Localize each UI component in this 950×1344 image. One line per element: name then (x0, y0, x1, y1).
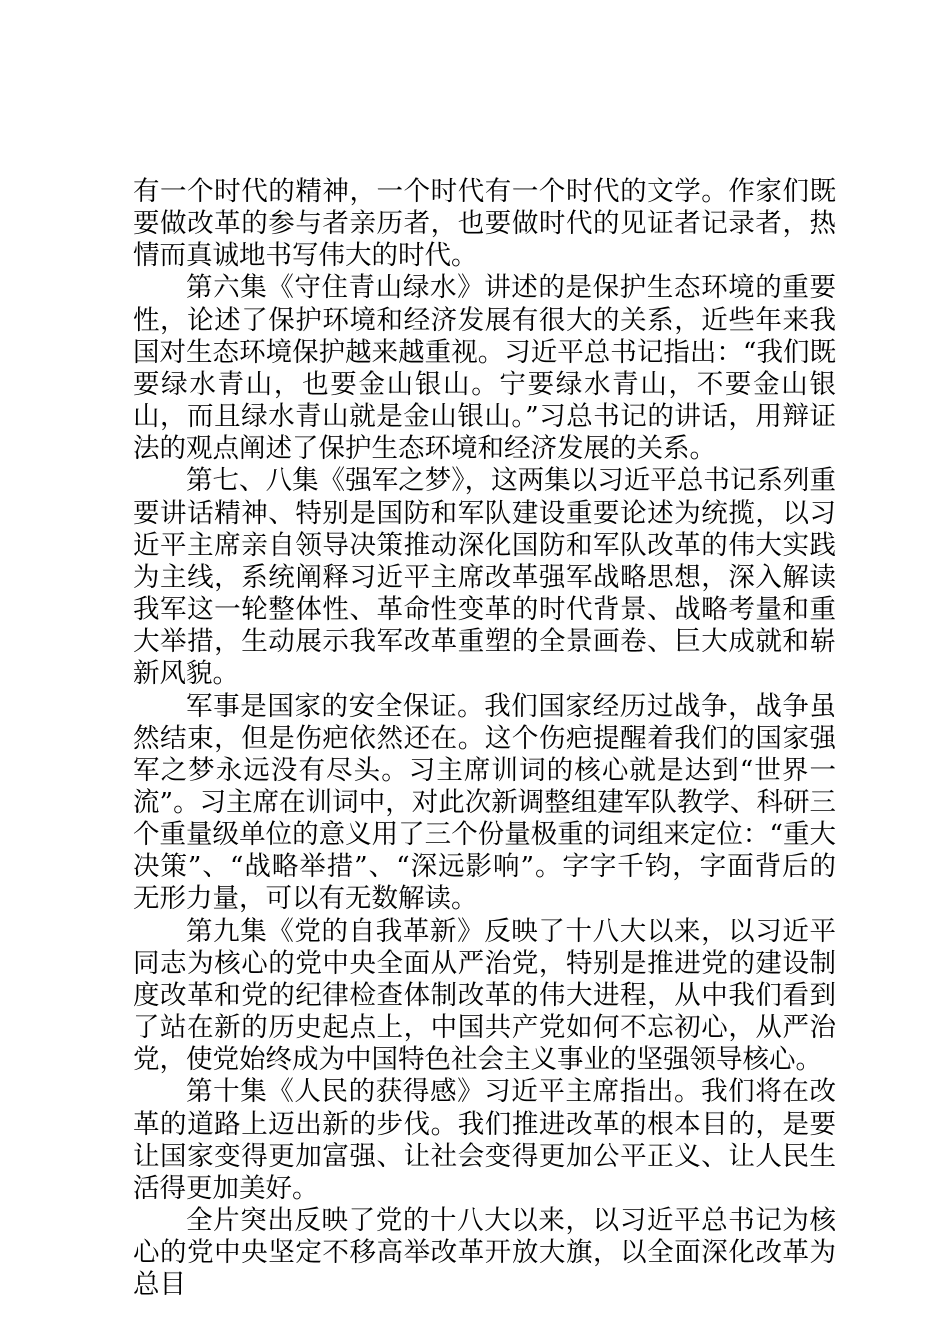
paragraph-military: 军事是国家的安全保证。我们国家经历过战争，战争虽然结束，但是伤疤依然还在。这个伤疤提醒着我们的国家强军之梦永远没有尽头。习主席训词的核心就是达到“世界一流”。习主席在训词中，对此次新调整组建军队教学、科研三个重量级单位的意义用了三个份量极重的词组来定位：“重大决策”、“战略举措”、“深远影响”。字字千钧，字面背后的无形力量，可以有无数解读。 (133, 690, 836, 915)
paragraph-summary: 全片突出反映了党的十八大以来，以习近平总书记为核心的党中央坚定不移高举改革开放大旗，以全面深化改革为总目 (133, 1205, 836, 1301)
paragraph-episode-6: 第六集《守住青山绿水》讲述的是保护生态环境的重要性，论述了保护环境和经济发展有很大的关系，近些年来我国对生态环境保护越来越重视。习近平总书记指出：“我们既要绿水青山，也要金山银山。宁要绿水青山，不要金山银山，而且绿水青山就是金山银山。”习总书记的讲话，用辩证法的观点阐述了保护生态环境和经济发展的关系。 (133, 272, 836, 465)
paragraph-continued: 有一个时代的精神，一个时代有一个时代的文学。作家们既要做改革的参与者亲历者，也要做时代的见证者记录者，热情而真诚地书写伟大的时代。 (133, 176, 836, 272)
document-page (133, 176, 836, 1301)
paragraph-episode-10: 第十集《人民的获得感》习近平主席指出。我们将在改革的道路上迈出新的步伐。我们推进改革的根本目的，是要让国家变得更加富强、让社会变得更加公平正义、让人民生活得更加美好。 (133, 1076, 836, 1204)
paragraph-episode-7-8: 第七、八集《强军之梦》，这两集以习近平总书记系列重要讲话精神、特别是国防和军队建设重要论述为统揽，以习近平主席亲自领导决策推动深化国防和军队改革的伟大实践为主线，系统阐释习近平主席改革强军战略思想，深入解读我军这一轮整体性、革命性变革的时代背景、战略考量和重大举措，生动展示我军改革重塑的全景画卷、巨大成就和崭新风貌。 (133, 465, 836, 690)
paragraph-episode-9: 第九集《党的自我革新》反映了十八大以来，以习近平同志为核心的党中央全面从严治党，特别是推进党的建设制度改革和党的纪律检查体制改革的伟大进程，从中我们看到了站在新的历史起点上，中国共产党如何不忘初心，从严治党，使党始终成为中国特色社会主义事业的坚强领导核心。 (133, 915, 836, 1076)
